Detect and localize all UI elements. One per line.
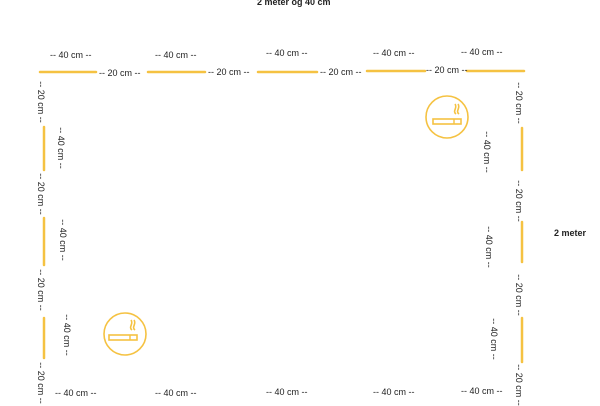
measure-label-20cm: -- 20 cm -- — [35, 81, 46, 123]
measure-label-40cm: -- 40 cm -- — [57, 219, 68, 261]
measure-label-40cm: -- 40 cm -- — [266, 48, 308, 58]
no-smoking-sign-icon — [101, 310, 149, 358]
measure-label-20cm: -- 20 cm -- — [426, 65, 468, 75]
measure-label-20cm: -- 20 cm -- — [513, 364, 524, 406]
measure-label-40cm: -- 40 cm -- — [155, 388, 197, 398]
measure-label-40cm: -- 40 cm -- — [55, 388, 97, 398]
measure-label-20cm: -- 20 cm -- — [513, 180, 524, 222]
measure-label-20cm: -- 20 cm -- — [513, 274, 524, 316]
measure-label-40cm: -- 40 cm -- — [61, 314, 72, 356]
measure-label-40cm: -- 40 cm -- — [481, 131, 492, 173]
measure-label-40cm: -- 40 cm -- — [373, 387, 415, 397]
width-title: 2 meter og 40 cm — [257, 0, 331, 7]
measure-label-40cm: -- 40 cm -- — [488, 318, 499, 360]
measure-label-20cm: -- 20 cm -- — [99, 68, 141, 78]
measure-label-40cm: -- 40 cm -- — [50, 50, 92, 60]
measure-label-40cm: -- 40 cm -- — [373, 48, 415, 58]
measure-label-40cm: -- 40 cm -- — [266, 387, 308, 397]
measure-label-20cm: -- 20 cm -- — [513, 82, 524, 124]
measure-label-40cm: -- 40 cm -- — [483, 226, 494, 268]
measure-label-20cm: -- 20 cm -- — [35, 269, 46, 311]
measure-label-40cm: -- 40 cm -- — [461, 47, 503, 57]
measure-label-20cm: -- 20 cm -- — [208, 67, 250, 77]
measure-label-20cm: -- 20 cm -- — [35, 173, 46, 215]
measure-label-40cm: -- 40 cm -- — [55, 127, 66, 169]
no-smoking-sign-icon — [423, 93, 471, 141]
measure-label-20cm: -- 20 cm -- — [35, 362, 46, 404]
height-title: 2 meter — [554, 228, 587, 238]
measure-label-40cm: -- 40 cm -- — [461, 386, 503, 396]
measure-label-20cm: -- 20 cm -- — [320, 67, 362, 77]
measure-label-40cm: -- 40 cm -- — [155, 50, 197, 60]
